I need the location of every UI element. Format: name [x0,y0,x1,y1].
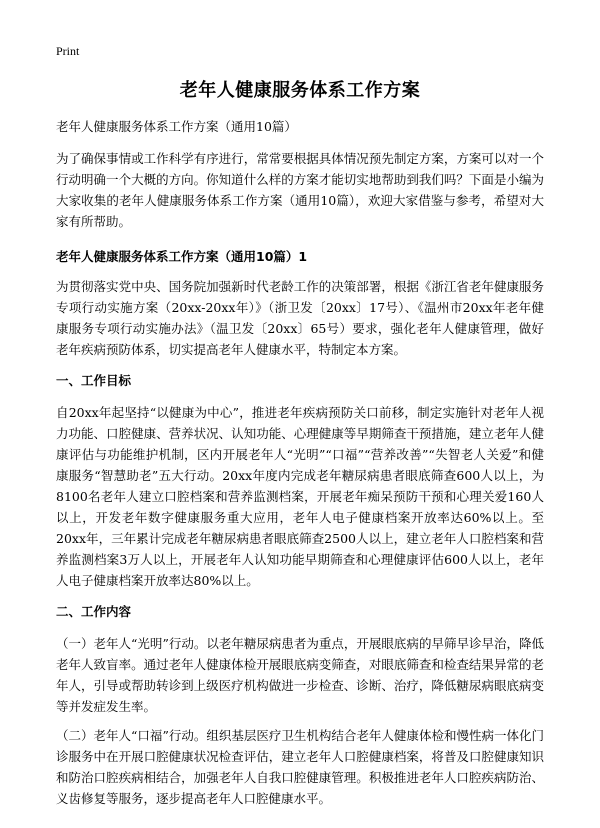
work-goals-paragraph: 自20xx年起坚持“以健康为中心”，推进老年疾病预防关口前移，制定实施针对老年人视力功能、口腔健康、营养状况、认知功能、心理健康等早期筛查干预措施，建立老年人健康评估与功能维护机制，区内开展老年人“光明”“口福”“营养改善”“失智老人关爱”和健康服务“智慧助老”五大行动。20xx年度内完成老年糖尿病患者眼底筛查600人以上，为8100名老年人建立口腔档案和营养监测档案，开展老年痴呆预防干预和心理关爱160人以上，开发老年数字健康服务重大应用，老年人电子健康档案开放率达60%以上。至20xx年，三年累计完成老年糖尿病患者眼底筛查2500人以上，建立老年人口腔档案和营养监测档案3万人以上，开展老年人认知功能早期筛查和心理健康评估600人以上，老年人电子健康档案开放率达80%以上。 [56,405,544,588]
content-item-2: （二）老年人“口福”行动。组织基层医疗卫生机构结合老年人健康体检和慢性病一体化门诊服务中在开展口腔健康状况检查评估，建立老年人口腔健康档案，将普及口腔健康知识和防治口腔疾病相结合，加强老年人自我口腔健康管理。积极推进老年人口腔疾病防治、义齿修复等服务，逐步提高老年人口腔健康水平。 [56,728,544,806]
section-heading-1: 老年人健康服务体系工作方案（通用10篇）1 [56,249,308,264]
heading-work-content: 二、工作内容 [56,604,132,619]
print-link[interactable]: Print [56,44,80,58]
document-title: 老年人健康服务体系工作方案 [179,80,421,101]
document-subtitle: 老年人健康服务体系工作方案（通用10篇） [56,119,297,134]
section-1-paragraph: 为贯彻落实党中央、国务院加强新时代老龄工作的决策部署，根据《浙江省老年健康服务专项行动实施方案（20xx-20xx年）》（浙卫发〔20xx〕17号）、《温州市20xx年老年健康服务专项行动实施办法》（温卫发〔20xx〕65号）要求，强化老年人健康管理，做好老年疾病预防体系，切实提高老年人健康水平，特制定本方案。 [56,279,544,357]
intro-paragraph: 为了确保事情或工作科学有序进行，常常要根据具体情况预先制定方案，方案可以对一个行动明确一个大概的方向。你知道什么样的方案才能切实地帮助到我们吗？下面是小编为大家收集的老年人健康服务体系工作方案（通用10篇），欢迎大家借鉴与参考，希望对大家有所帮助。 [56,151,544,229]
heading-work-goals: 一、工作目标 [56,373,132,388]
content-item-1: （一）老年人“光明”行动。以老年糖尿病患者为重点，开展眼底病的早筛早诊早治，降低老年人致盲率。通过老年人健康体检开展眼底病变筛查，对眼底筛查和检查结果异常的老年人，引导或帮助转诊到上级医疗机构做进一步检查、诊断、治疗，降低糖尿病眼底病变等并发症发生率。 [56,636,544,714]
